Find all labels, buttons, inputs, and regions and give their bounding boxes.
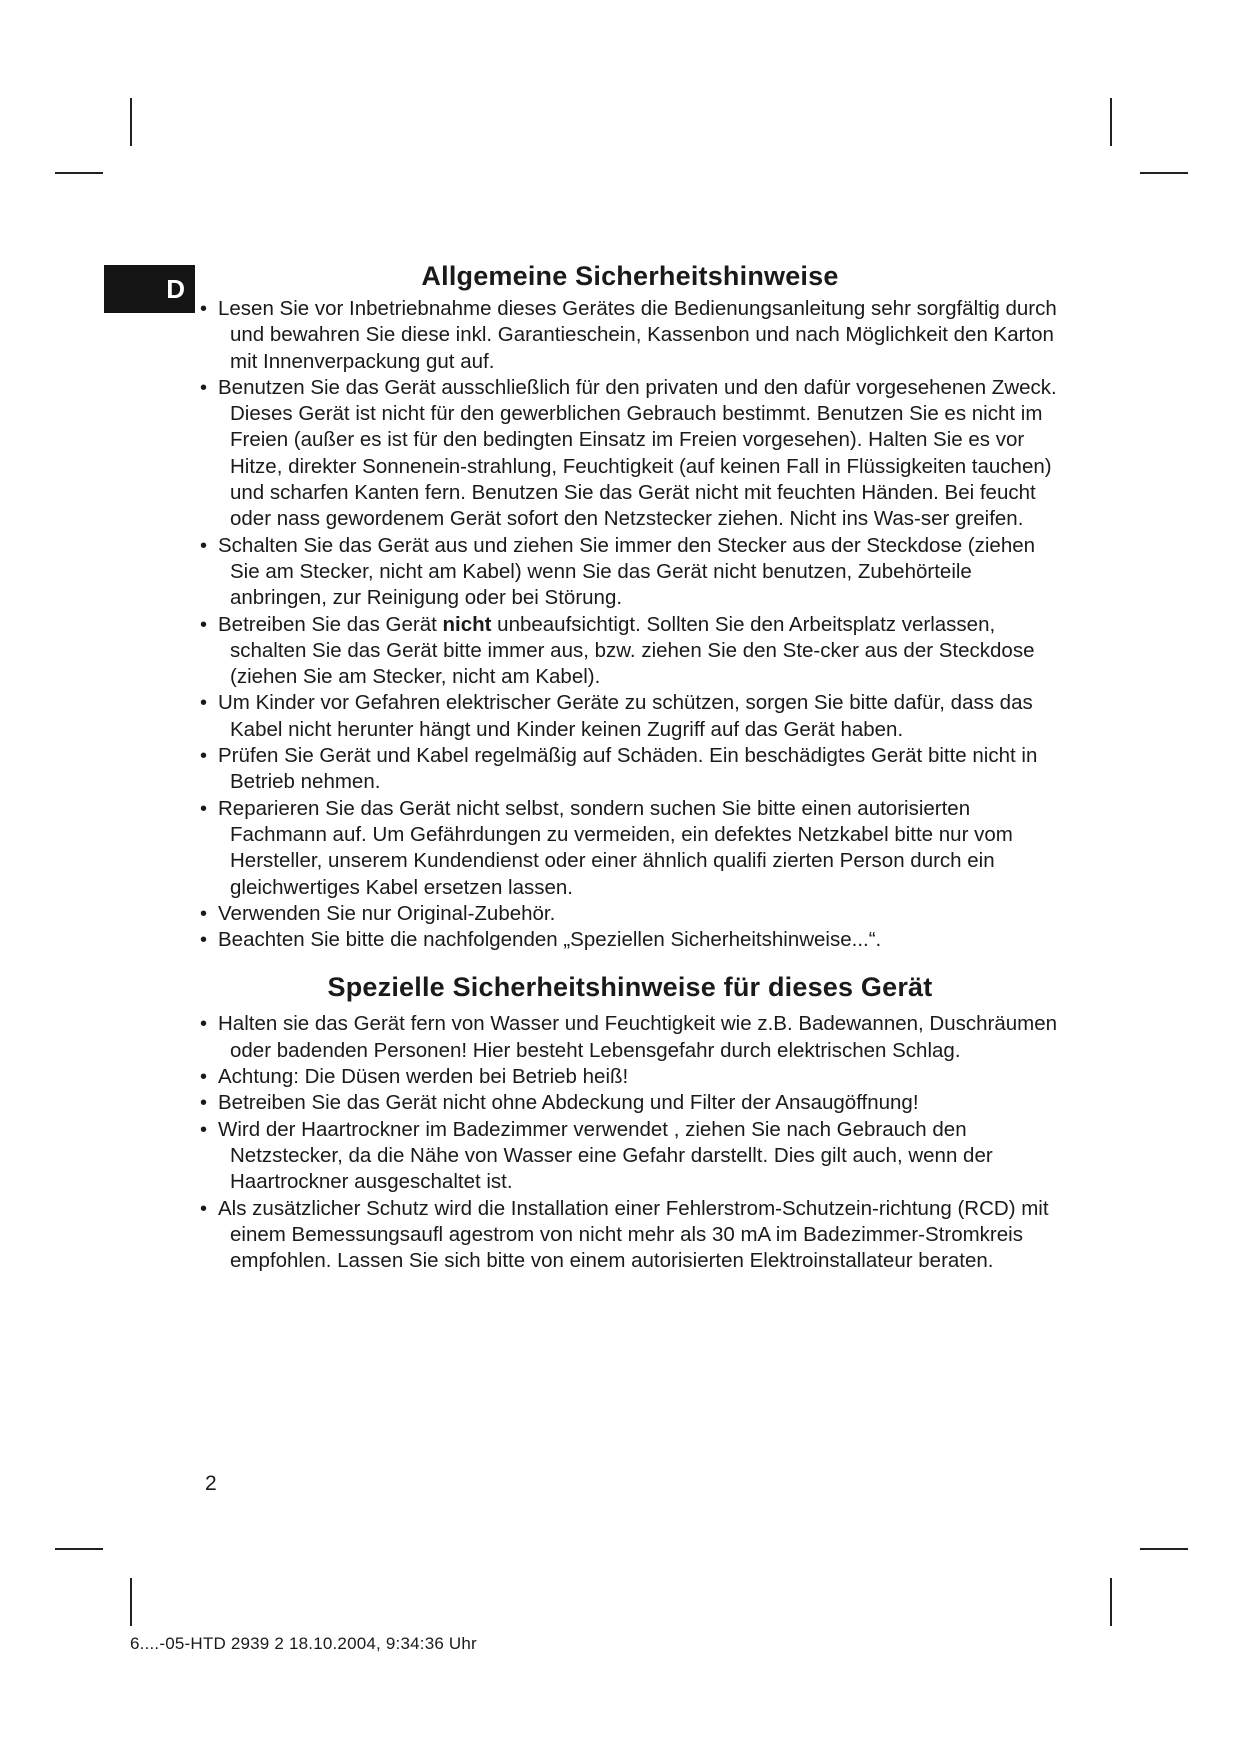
print-footer: 6....-05-HTD 2939 2 18.10.2004, 9:34:36 Uhr xyxy=(130,1634,477,1653)
list-item-text: unbeaufsichtigt. Sollten Sie den Arbeitsplatz verlassen, schalten Sie das Gerät bitte immer aus, bzw. ziehen Sie den Ste-cker aus der Steckdose (ziehen Sie am Stecker, nicht am Kabel). xyxy=(230,612,1035,689)
list-item: • Lesen Sie vor Inbetriebnahme dieses Gerätes die Bedienungsanleitung sehr sorgfältig durch und bewahren Sie diese inkl. Garantieschein, Kassenbon und nach Möglichkeit den Karton mit Innenverpackung gut auf. xyxy=(200,296,1060,375)
section-title-special-safety: Spezielle Sicherheitshinweise für dieses Gerät xyxy=(327,972,933,1003)
list-item-text: Betreiben Sie das Gerät xyxy=(218,612,443,636)
crop-mark xyxy=(1110,1578,1112,1626)
crop-mark xyxy=(1140,172,1188,174)
crop-mark xyxy=(1140,1548,1188,1550)
crop-mark xyxy=(55,172,103,174)
crop-mark xyxy=(1110,98,1112,146)
crop-mark xyxy=(130,1578,132,1626)
list-item: • Um Kinder vor Gefahren elektrischer Geräte zu schützen, sorgen Sie bitte dafür, dass das Kabel nicht herunter hängt und Kinder keinen Zugriff auf das Gerät haben. xyxy=(200,690,1060,743)
crop-mark xyxy=(55,1548,103,1550)
list-item: • Benutzen Sie das Gerät ausschließlich für den privaten und den dafür vorgesehenen Zweck. Dieses Gerät ist nicht für den gewerblichen Gebrauch bestimmt. Benutzen Sie es nicht im Freien (außer es ist für den bedingten Einsatz im Freien vorgesehen). Halten Sie es vor Hitze, direkter Sonnenein-strahlung, Feuchtigkeit (auf keinen Fall in Flüssigkeiten tauchen) und scharfen Kanten fern. Benutzen Sie das Gerät nicht mit feuchten Händen. Bei feucht oder nass gewordenem Gerät sofort den Netzstecker ziehen. Nicht ins Was-ser greifen. xyxy=(200,375,1060,533)
list-item: • Betreiben Sie das Gerät nicht ohne Abdeckung und Filter der Ansaugöffnung! xyxy=(200,1090,1060,1116)
section-title-general-safety: Allgemeine Sicherheitshinweise xyxy=(421,261,839,291)
list-item xyxy=(200,612,1060,691)
list-item: • Reparieren Sie das Gerät nicht selbst, sondern suchen Sie bitte einen autorisierten Fachmann auf. Um Gefährdungen zu vermeiden, ein defektes Netzkabel bitte nur vom Hersteller, unserem Kundendienst oder einer ähnlich qualifi zierten Person durch ein gleichwertiges Kabel ersetzen lassen. xyxy=(200,796,1060,901)
list-item: • Beachten Sie bitte die nachfolgenden „Speziellen Sicherheitshinweise...“. xyxy=(200,927,1060,953)
list-item: • Achtung: Die Düsen werden bei Betrieb heiß! xyxy=(200,1064,1060,1090)
list-item: • Als zusätzlicher Schutz wird die Installation einer Fehlerstrom-Schutzein-richtung (RCD) mit einem Bemessungsaufl agestrom von nicht mehr als 30 mA im Badezimmer-Stromkreis empfohlen. Lassen Sie sich bitte von einem autorisierten Elektroinstallateur beraten. xyxy=(200,1196,1060,1275)
crop-mark xyxy=(130,98,132,146)
document-body xyxy=(200,256,1060,1274)
general-safety-list xyxy=(200,296,1060,953)
list-item: • Verwenden Sie nur Original-Zubehör. xyxy=(200,901,1060,927)
emphasis-text: nicht xyxy=(442,612,492,636)
page-number: 2 xyxy=(205,1472,217,1495)
special-safety-list xyxy=(200,1011,1060,1274)
list-item: • Prüfen Sie Gerät und Kabel regelmäßig auf Schäden. Ein beschädigtes Gerät bitte nicht in Betrieb nehmen. xyxy=(200,743,1060,796)
language-tab: D xyxy=(104,265,195,313)
list-item: • Halten sie das Gerät fern von Wasser und Feuchtigkeit wie z.B. Badewannen, Duschräumen oder badenden Personen! Hier besteht Lebensgefahr durch elektrischen Schlag. xyxy=(200,1011,1060,1064)
list-item: • Schalten Sie das Gerät aus und ziehen Sie immer den Stecker aus der Steckdose (ziehen Sie am Stecker, nicht am Kabel) wenn Sie das Gerät nicht benutzen, Zubehörteile anbringen, zur Reinigung oder bei Störung. xyxy=(200,533,1060,612)
list-item: • Wird der Haartrockner im Badezimmer verwendet , ziehen Sie nach Gebrauch den Netzstecker, da die Nähe von Wasser eine Gefahr darstellt. Dies gilt auch, wenn der Haartrockner ausgeschaltet ist. xyxy=(200,1117,1060,1196)
